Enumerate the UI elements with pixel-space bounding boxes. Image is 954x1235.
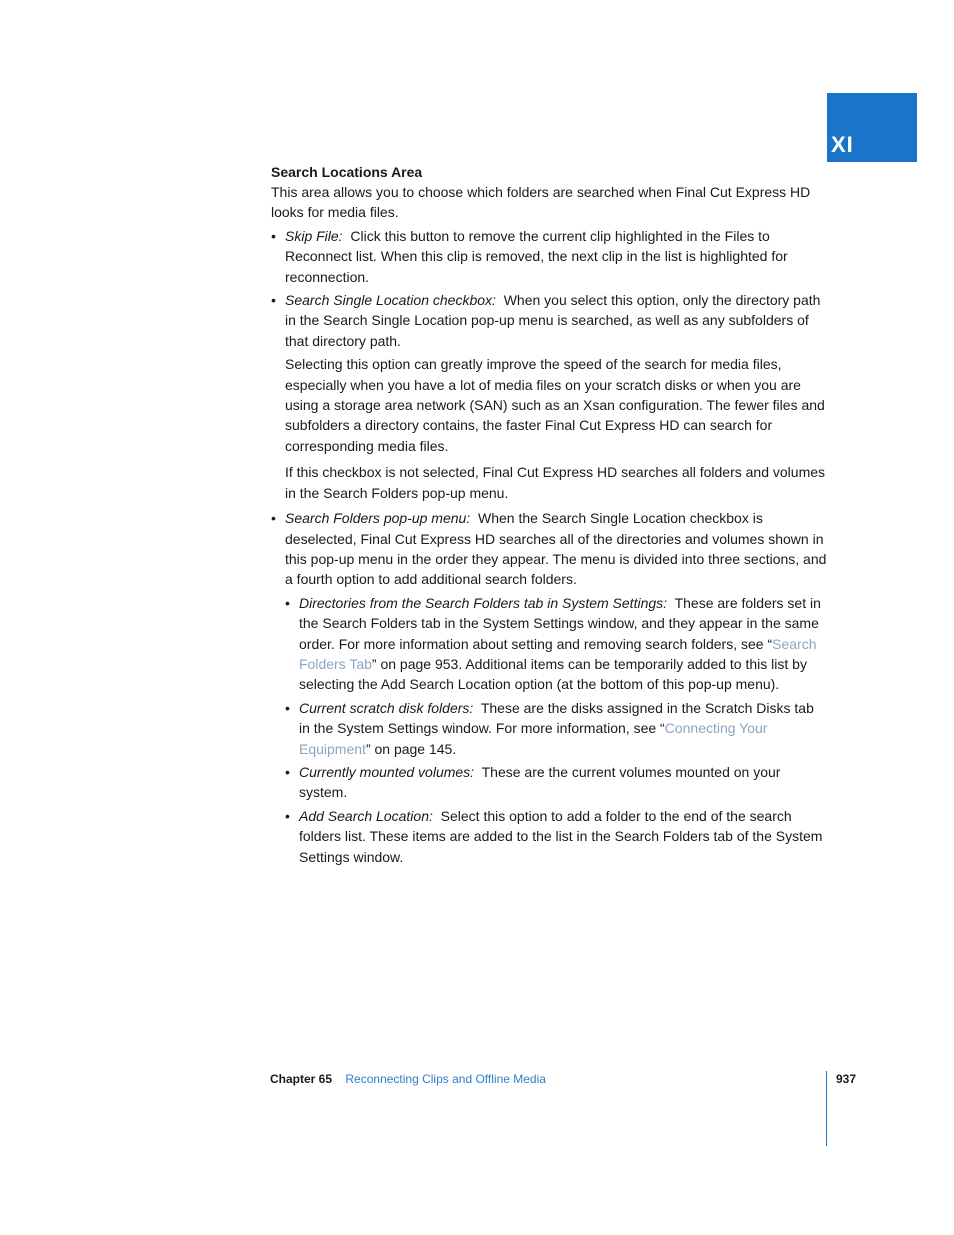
chapter-title-link[interactable]: Reconnecting Clips and Offline Media: [345, 1072, 546, 1086]
bullet: •: [271, 510, 276, 527]
item-text: Click this button to remove the current clip highlighted in the Files to Reconnect list. When this clip is removed, the next clip in the list is highlighted for reconnection.: [285, 227, 788, 285]
cross-reference-link[interactable]: Search Folders Tab: [299, 635, 817, 672]
item-term: Current scratch disk folders:: [299, 699, 474, 716]
footer-rule: [826, 1071, 827, 1146]
bullet: •: [285, 594, 290, 611]
bullet: •: [285, 699, 290, 716]
list-item: [271, 508, 827, 590]
section-heading: Search Locations Area: [271, 164, 423, 180]
item-text: These are the current volumes mounted on your system.: [299, 763, 781, 801]
chapter-number: Chapter 65: [270, 1072, 333, 1086]
cross-reference-link[interactable]: Connecting Your Equipment: [299, 720, 768, 757]
bullet: •: [285, 807, 290, 824]
bullet: •: [271, 227, 276, 244]
list-item: [271, 226, 827, 287]
item-term: Currently mounted volumes:: [299, 763, 475, 780]
item-text: ” on page 953. Additional items can be temporarily added to this list by selecting the Add Search Location option (at the bottom of this pop-up menu).: [299, 655, 807, 693]
item-term: Search Folders pop-up menu:: [285, 510, 471, 527]
section-intro: This area allows you to choose which folders are searched when Final Cut Express HD looks for media files.: [271, 184, 811, 221]
bullet: •: [271, 292, 276, 309]
list-item: [271, 290, 827, 351]
part-label: XI: [831, 132, 854, 157]
item-text: When you select this option, only the directory path in the Search Single Location pop-up menu is searched, as well as any subfolders of that directory path.: [285, 292, 821, 349]
main-content: [271, 162, 827, 870]
page-number: 937: [836, 1072, 857, 1086]
item-term: Add Search Location:: [299, 807, 433, 824]
item-text: These are the disks assigned in the Scratch Disks tab in the System Settings window. For more information, see “: [299, 699, 814, 737]
item-term: Search Single Location checkbox:: [285, 292, 496, 309]
sub-list-item: [271, 698, 827, 759]
item-text: These are folders set in the Search Folders tab in the System Settings window, and they appear in the same order. For more information about setting and removing search folders, see “: [299, 594, 821, 652]
item-paragraph: Selecting this option can greatly improve the speed of the search for media files, especially when you have a lot of media files on your scratch disks or when you are using a storage area network (SAN) such as an Xsan configuration. The fewer files and subfolders a directory contains, the faster Final Cut Express HD can search for corresponding media files.: [285, 356, 825, 454]
item-paragraph: If this checkbox is not selected, Final Cut Express HD searches all folders and volumes in the Search Folders pop-up menu.: [285, 464, 826, 501]
sub-list-item: [271, 806, 827, 867]
sub-list-item: [271, 593, 827, 695]
bullet: •: [285, 763, 290, 780]
item-term: Directories from the Search Folders tab in System Settings:: [299, 594, 668, 611]
item-term: Skip File:: [285, 227, 343, 244]
item-text: Select this option to add a folder to the end of the search folders list. These items are added to the list in the Search Folders tab of the System Settings window.: [299, 807, 823, 865]
item-text: ” on page 145.: [365, 740, 457, 757]
item-text: When the Search Single Location checkbox is deselected, Final Cut Express HD searches all of the directories and volumes shown in this pop-up menu in the order they appear. The menu is divided into three sections, and a fourth option to add additional search folders.: [285, 510, 827, 588]
sub-list-item: [271, 762, 827, 803]
part-tab: [827, 93, 917, 162]
page-footer: [270, 1072, 546, 1086]
